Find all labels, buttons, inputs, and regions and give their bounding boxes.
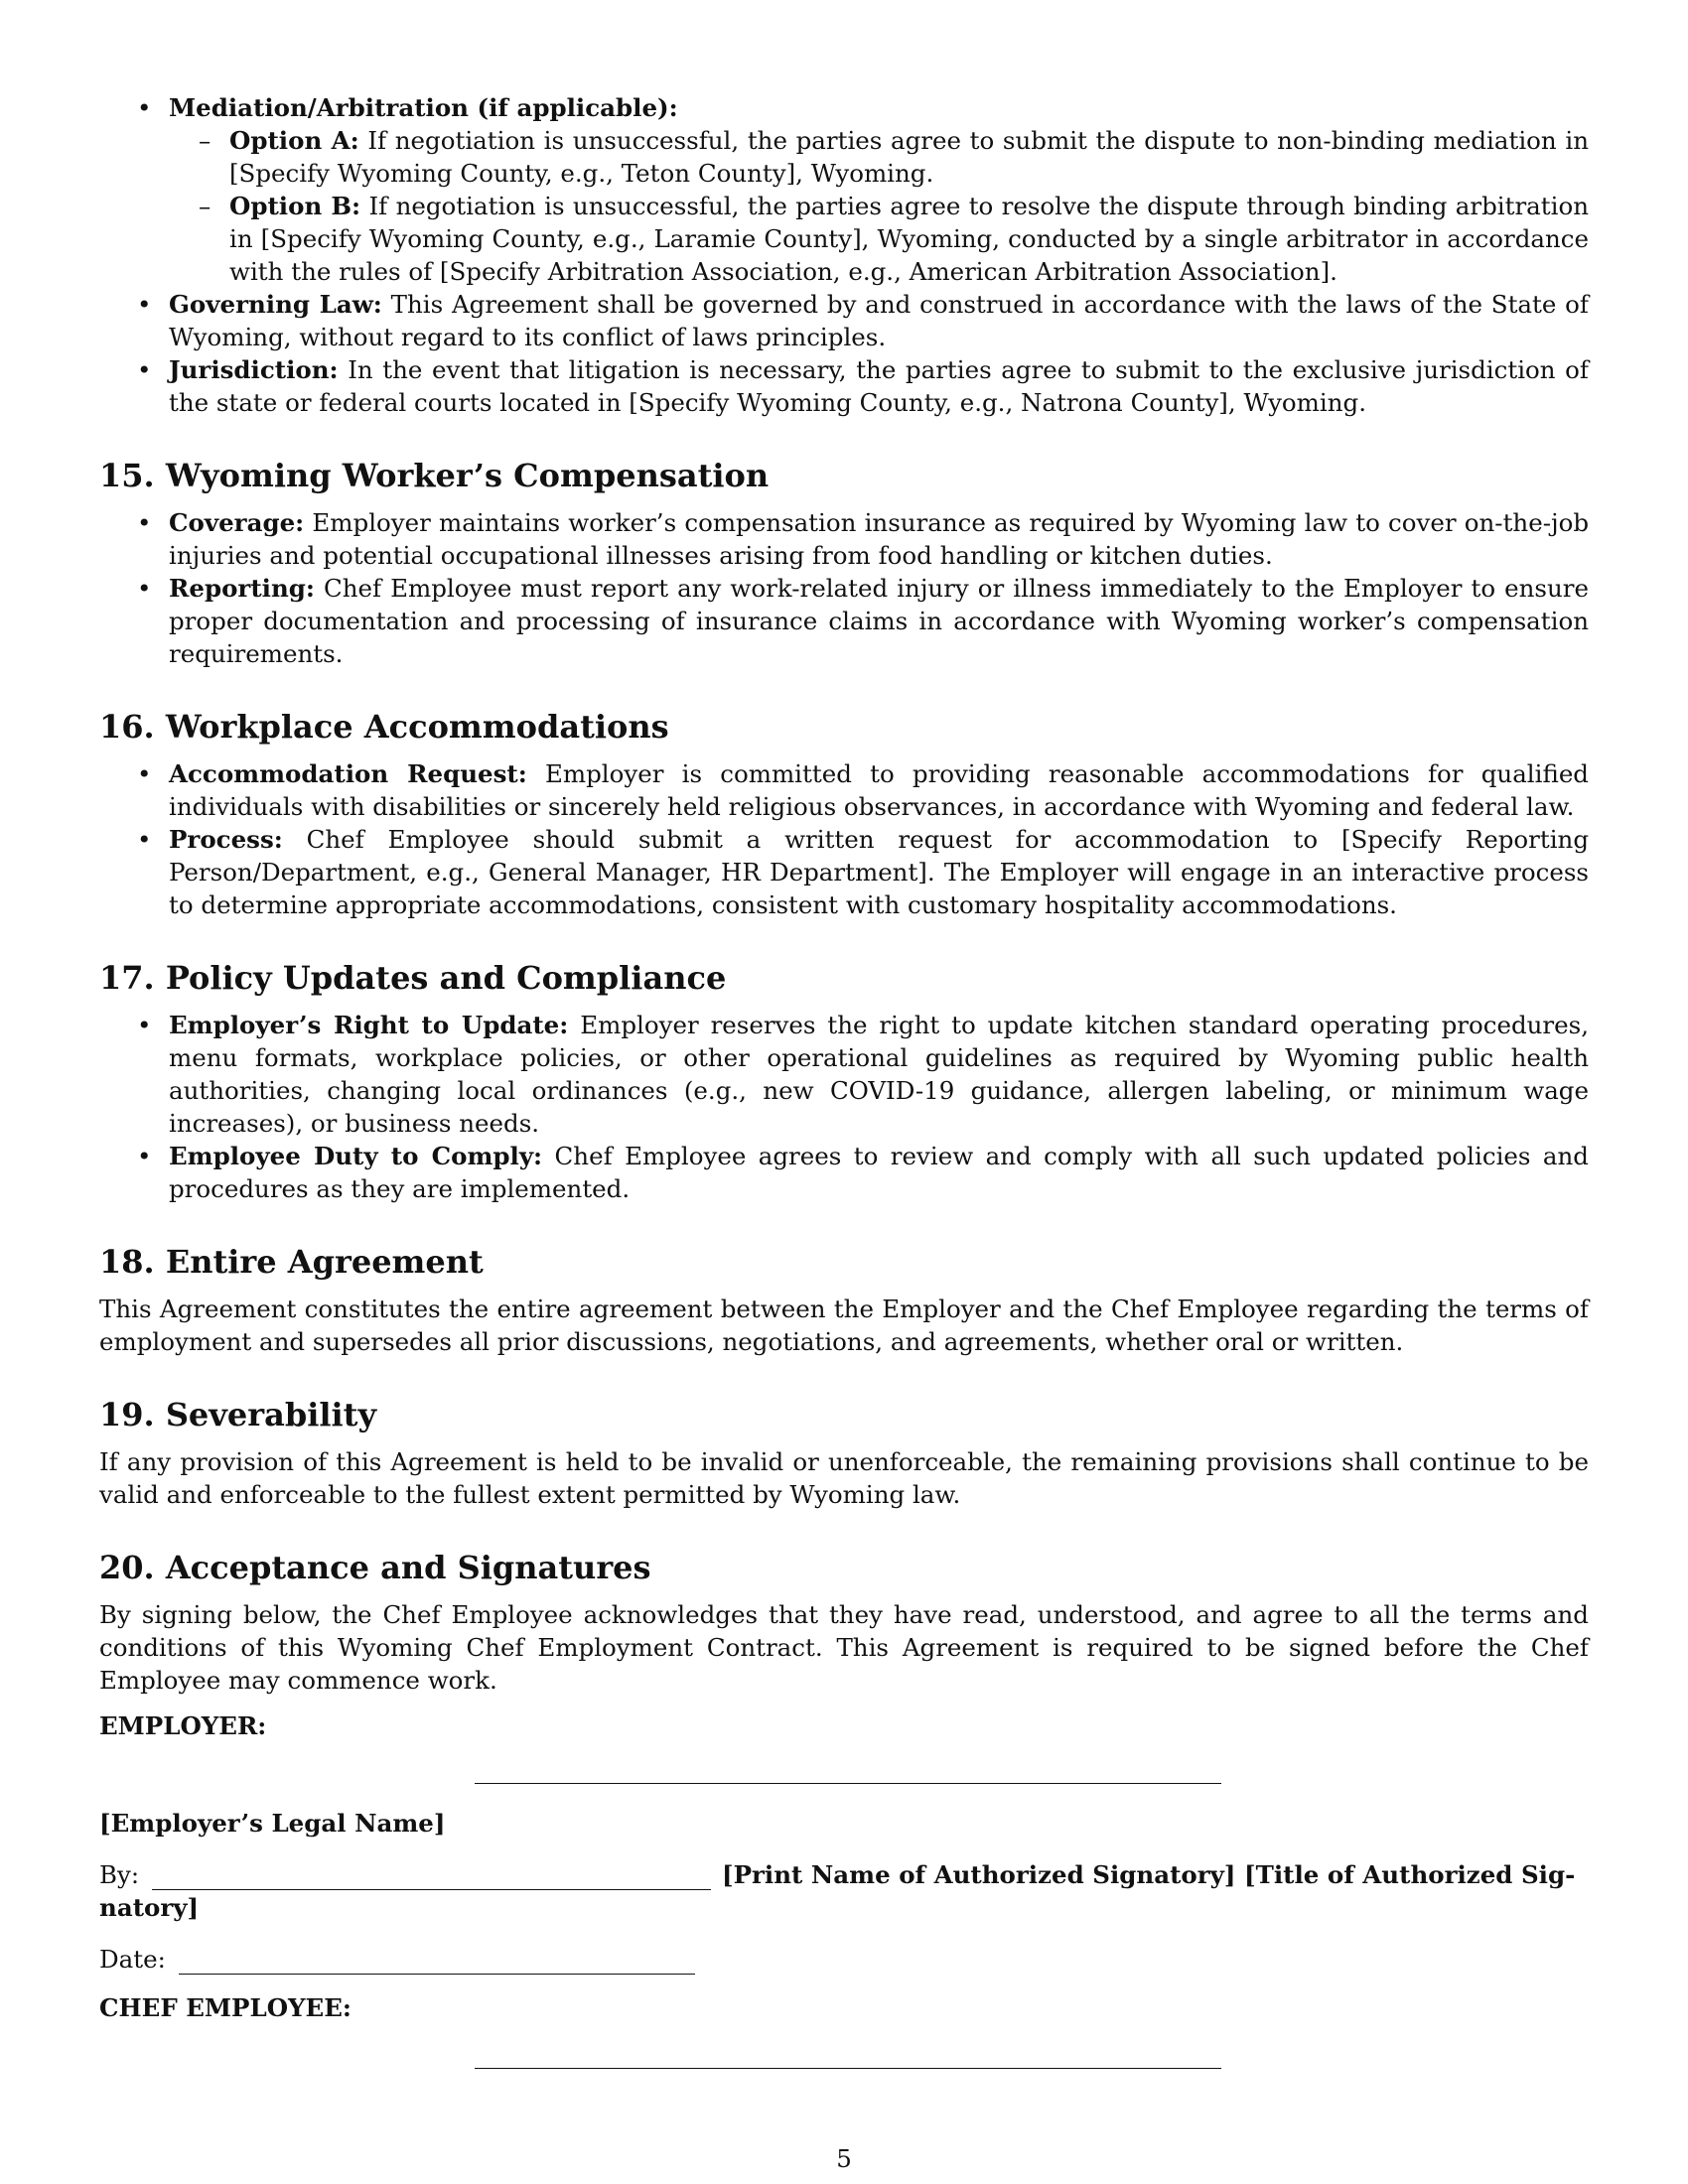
item-text: Employer reserves the right to update kitchen standard operating procedures, menu formats, workplace policies, or other operational guidelines as required by Wyoming public health authorities, changing local ordinances (e.g., new COVID-19 guidance, allergen labeling, or minimum wage increases), or business needs. xyxy=(169,1011,1589,1138)
document-page xyxy=(99,91,1589,1697)
print-name-text: [Print Name of Authorized Signatory] [Title of Authorized Sig- xyxy=(722,1860,1576,1889)
list-item xyxy=(99,1140,1589,1205)
item-label: Reporting: xyxy=(169,574,315,603)
item-text: Chef Employee must report any work-related injury or illness immediately to the Employer to ensure proper documentation and processing of insurance claims in accordance with Wyoming worker’s compensation requirements. xyxy=(169,574,1589,668)
list-item xyxy=(99,506,1589,572)
option-b-text: If negotiation is unsuccessful, the parties agree to resolve the dispute through binding arbitration in [Specify Wyoming County, e.g., Laramie County], Wyoming, conducted by a single arbitrator in accordance with the rules of [Specify Arbitration Association, e.g., American Arbitration Association]. xyxy=(229,192,1589,286)
section-16-list xyxy=(99,757,1589,921)
list-item xyxy=(99,353,1589,419)
employer-legal-name-text: [Employer’s Legal Name] xyxy=(99,1809,446,1838)
list-item xyxy=(99,288,1589,353)
section-title: 16. Workplace Accommodations xyxy=(99,708,669,746)
item-text: Chef Employee agrees to review and comply with all such updated policies and procedures as they are implemented. xyxy=(169,1142,1589,1203)
governing-law-text: This Agreement shall be governed by and construed in accordance with the laws of the State of Wyoming, without regard to its conflict of laws principles. xyxy=(169,290,1589,351)
list-item xyxy=(99,1009,1589,1140)
employer-legal-name xyxy=(99,1807,445,1840)
item-label: Process: xyxy=(169,825,283,854)
option-a-text: If negotiation is unsuccessful, the parties agree to submit the dispute to non-binding mediation in [Specify Wyoming County, e.g., Teton County], Wyoming. xyxy=(229,126,1589,188)
date-label: Date: xyxy=(99,1945,166,1974)
employer-signature-line[interactable] xyxy=(475,1783,1221,1784)
item-label: Employee Duty to Comply: xyxy=(169,1142,543,1170)
section-18-text: This Agreement constitutes the entire agreement between the Employer and the Chef Employee regarding the terms of employment and supersedes all prior discussions, negotiations, and agreements, whether oral or written. xyxy=(99,1295,1589,1356)
item-text: Employer is committed to providing reasonable accommodations for qualified individuals with disabilities or sincerely held religious observances, in accordance with Wyoming and federal law. xyxy=(169,759,1589,821)
item-label: Employer’s Right to Update: xyxy=(169,1011,569,1039)
list-item xyxy=(99,823,1589,921)
section-20-text: By signing below, the Chef Employee acknowledges that they have read, understood, and agree to all the terms and conditions of this Wyoming Chef Employment Contract. This Agreement is required to be signed before the Chef Employee may commence work. xyxy=(99,1600,1589,1695)
mediation-heading: Mediation/Arbitration (if applicable): xyxy=(169,93,678,122)
list-item xyxy=(99,757,1589,823)
list-item xyxy=(169,124,1589,190)
option-a-label: Option A: xyxy=(229,126,359,155)
by-signature-line[interactable] xyxy=(152,1889,711,1890)
employer-label-text: EMPLOYER: xyxy=(99,1711,267,1740)
by-label: By: xyxy=(99,1860,140,1889)
jurisdiction-label: Jurisdiction: xyxy=(169,355,339,384)
employer-label xyxy=(99,1709,266,1742)
governing-law-label: Governing Law: xyxy=(169,290,382,319)
item-label: Accommodation Request: xyxy=(169,759,527,788)
dispute-resolution-list xyxy=(99,91,1589,419)
section-15-list xyxy=(99,506,1589,670)
list-item xyxy=(99,572,1589,670)
list-item xyxy=(99,91,1589,288)
jurisdiction-text: In the event that litigation is necessary, the parties agree to submit to the exclusive jurisdiction of the state or federal courts located in [Specify Wyoming County, e.g., Natrona County], Wyoming. xyxy=(169,355,1589,417)
section-19-text: If any provision of this Agreement is held to be invalid or unenforceable, the remaining provisions shall continue to be valid and enforceable to the fullest extent permitted by Wyoming law. xyxy=(99,1447,1589,1509)
date-line xyxy=(99,1943,166,1976)
option-b-label: Option B: xyxy=(229,192,361,220)
print-name xyxy=(722,1858,1575,1891)
item-label: Coverage: xyxy=(169,508,305,537)
chef-employee-label-text: CHEF EMPLOYEE: xyxy=(99,1993,352,2022)
page-number: 5 xyxy=(836,2144,852,2173)
chef-signature-line[interactable] xyxy=(475,2068,1221,2069)
section-title: 15. Wyoming Worker’s Compensation xyxy=(99,457,770,494)
list-item xyxy=(169,190,1589,288)
print-name-cont-text: natory] xyxy=(99,1893,200,1922)
mediation-options xyxy=(169,124,1589,288)
date-signature-line[interactable] xyxy=(179,1974,695,1975)
section-17-list xyxy=(99,1009,1589,1205)
section-title: 18. Entire Agreement xyxy=(99,1243,484,1281)
chef-employee-label xyxy=(99,1991,352,2024)
print-name-cont xyxy=(99,1891,199,1924)
section-title: 17. Policy Updates and Compliance xyxy=(99,959,727,997)
item-text: Employer maintains worker’s compensation insurance as required by Wyoming law to cover on-the-job injuries and potential occupational illnesses arising from food handling or kitchen duties. xyxy=(169,508,1589,570)
section-title: 19. Severability xyxy=(99,1396,377,1433)
item-text: Chef Employee should submit a written request for accommodation to [Specify Reporting Person/Department, e.g., General Manager, HR Department]. The Employer will engage in an interactive process to determine appropriate accommodations, consistent with customary hospitality accommodations. xyxy=(169,825,1589,919)
section-title: 20. Acceptance and Signatures xyxy=(99,1549,651,1586)
